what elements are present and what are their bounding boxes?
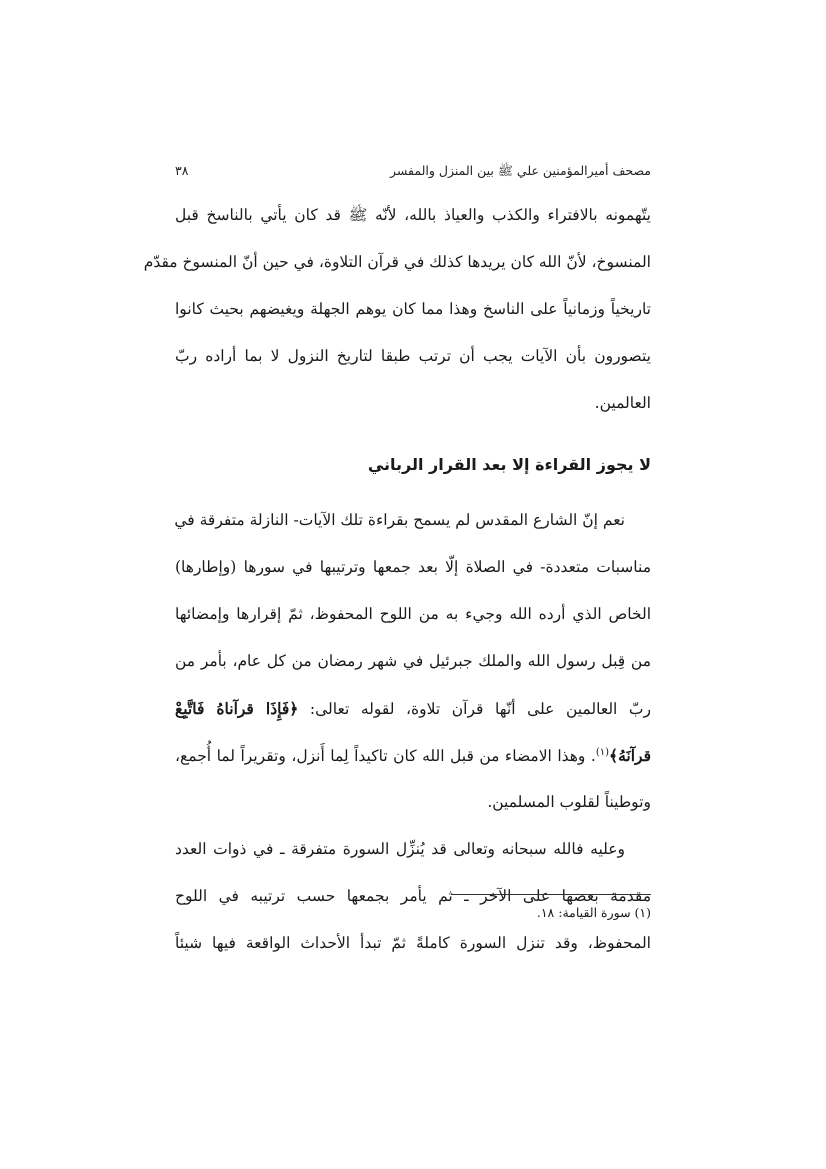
text-line: الخاص الذي أرده الله وجيء به من اللوح المحفوظ، ثمّ إقرارها وإمضائها — [175, 605, 651, 623]
paragraph-3 — [175, 826, 651, 967]
text-line: وتوطيناً لقلوب المسلمين. — [487, 793, 651, 811]
text-line: وعليه فالله سبحانه وتعالى قد يُنزِّل السورة متفرقة ـ في ذوات العدد — [175, 840, 625, 858]
text-line: المحفوظ، وقد تنزل السورة كاملةً ثمّ تبدأ الأحداث الواقعة فيها شيئاً — [175, 934, 651, 952]
text-line: مقدمة بعضها على الآخر ـ ثم يأمر بجمعها حسب ترتيبه في اللوح — [175, 887, 651, 905]
text-line: نعم إنّ الشارع المقدس لم يسمح بقراءة تلك الآيات- النازلة متفرقة في — [174, 511, 625, 529]
main-text — [143, 192, 652, 967]
quran-verse: ﴿فَإِذَا قرآناهُ فَاتَّبِعْ — [175, 699, 299, 718]
text-line: تاريخياً وزمانياً على الناسخ وهذا مما كان يوهم الجهلة ويغيضهم بحيث كانوا — [175, 300, 651, 318]
paragraph-2 — [175, 497, 651, 826]
text-line — [175, 732, 651, 779]
text-line: يتصورون بأن الآيات يجب أن ترتب طبقا لتاريخ النزول لا بما أراده ربّ — [175, 347, 651, 365]
text-segment: . وهذا الامضاء من قبل الله كان تاكيداً لِما أَنزل، وتقريراً لما أُجمع، — [175, 747, 596, 765]
section-heading: لا يجوز القراءة إلا بعد القرار الرباني — [367, 455, 651, 474]
text-segment: ربّ العالمين على أنّها قرآن تلاوة، لقوله تعالى: — [298, 700, 652, 718]
text-line: العالمين. — [594, 394, 651, 412]
footnote-divider — [451, 894, 651, 895]
text-line: المنسوخ، لأنّ الله كان يريدها كذلك في قرآن التلاوة، في حين أنّ المنسوخ مقدّم — [143, 253, 651, 271]
text-line: من قِبل رسول الله والملك جبرئيل في شهر رمضان من كل عام، بأمر من — [175, 652, 651, 670]
running-title: مصحف أميرالمؤمنين علي ﷺ بين المنزل والمفسر — [390, 163, 651, 178]
text-line — [175, 685, 651, 732]
quran-verse: قرآنَهُ﴾ — [609, 746, 651, 765]
paragraph-1 — [143, 192, 651, 427]
text-line: يتّهمونه بالافتراء والكذب والعياذ بالله، لأنّه ﷺ قد كان يأتي بالناسخ قبل — [175, 206, 651, 224]
page-number: ٣٨ — [175, 163, 189, 178]
footnote: (١) سورة القيامة: ١٨. — [536, 905, 651, 920]
page-header — [175, 163, 651, 187]
footnote-marker[interactable]: (١) — [595, 746, 610, 758]
text-line: مناسبات متعددة- في الصلاة إلّا بعد جمعها وترتيبها في سورها (وإطارها) — [175, 558, 651, 576]
